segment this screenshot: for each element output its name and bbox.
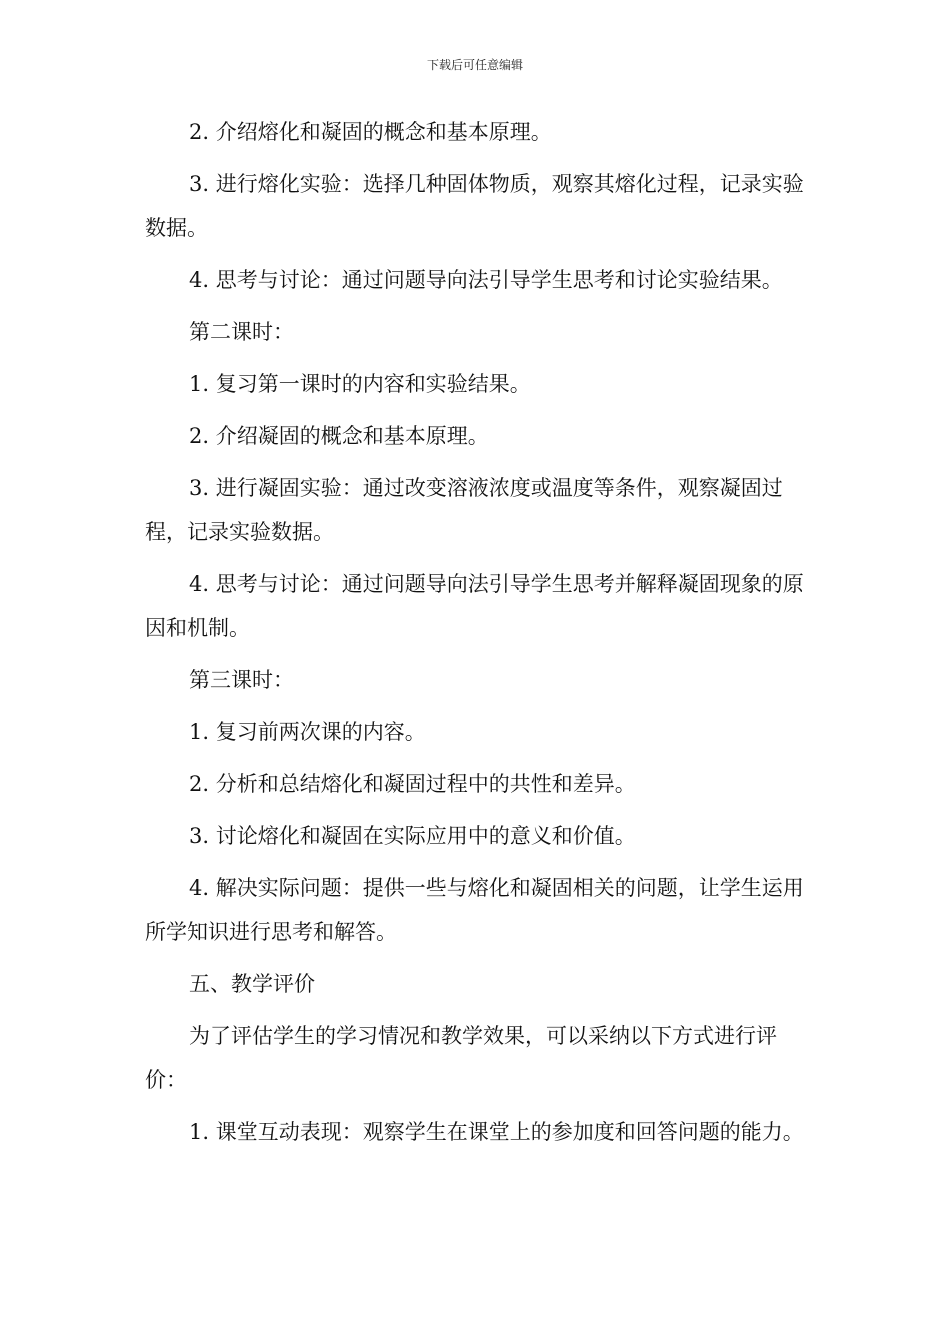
paragraph: 3. 讨论熔化和凝固在实际应用中的意义和价值。 (189, 824, 636, 848)
section-heading: 第二课时： (189, 320, 294, 344)
paragraph: 1. 复习第一课时的内容和实验结果。 (189, 372, 531, 396)
paragraph: 为了评估学生的学习情况和教学效果，可以采纳以下方式进行评价： (145, 1024, 777, 1092)
paragraph: 1. 复习前两次课的内容。 (189, 720, 426, 744)
paragraph: 1. 课堂互动表现：观察学生在课堂上的参加度和回答问题的能力。 (189, 1120, 804, 1144)
paragraph: 3. 进行熔化实验：选择几种固体物质，观察其熔化过程，记录实验数据。 (145, 172, 804, 240)
paragraph: 4. 思考与讨论：通过问题导向法引导学生思考并解释凝固现象的原因和机制。 (145, 572, 804, 640)
section-heading: 第三课时： (189, 668, 294, 692)
paragraph: 2. 介绍熔化和凝固的概念和基本原理。 (189, 120, 552, 144)
page-header: 下载后可任意编辑 (426, 58, 523, 72)
paragraph: 3. 进行凝固实验：通过改变溶液浓度或温度等条件，观察凝固过程，记录实验数据。 (145, 476, 783, 544)
section-heading: 五、教学评价 (189, 972, 315, 996)
paragraph: 4. 解决实际问题：提供一些与熔化和凝固相关的问题，让学生运用所学知识进行思考和解答。 (145, 876, 804, 944)
document-body (145, 110, 810, 1162)
paragraph: 2. 介绍凝固的概念和基本原理。 (189, 424, 489, 448)
paragraph: 4. 思考与讨论：通过问题导向法引导学生思考和讨论实验结果。 (189, 268, 783, 292)
paragraph: 2. 分析和总结熔化和凝固过程中的共性和差异。 (189, 772, 636, 796)
